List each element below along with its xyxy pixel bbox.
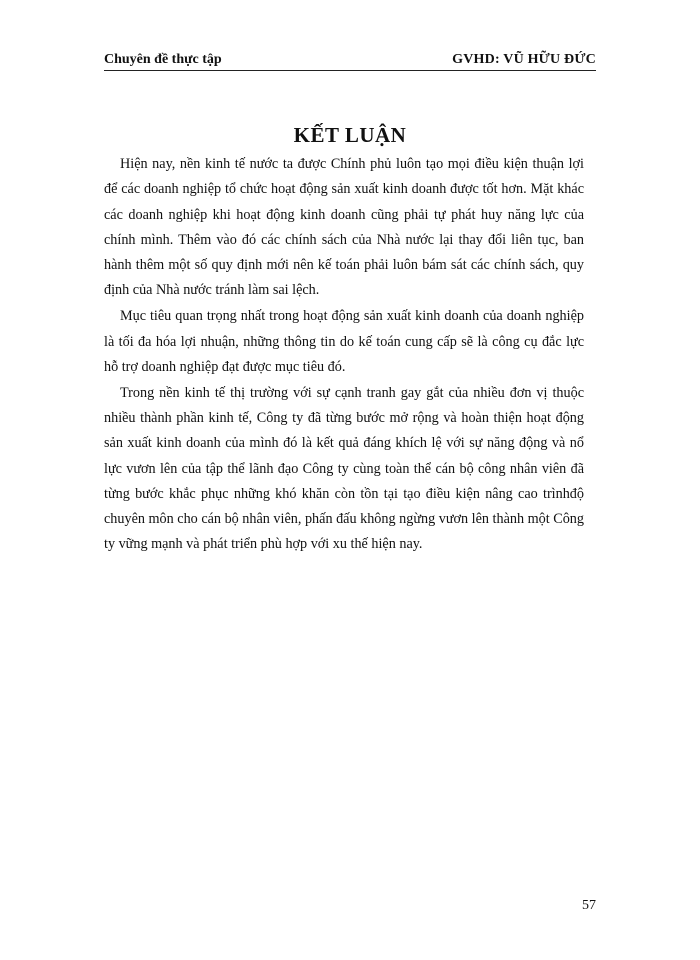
page-title: KẾT LUẬN xyxy=(293,123,407,147)
paragraph-3: Trong nền kinh tế thị trường với sự cạnh tranh gay gắt của nhiều đơn vị thuộc nhiều thành phần kinh tế, Công ty đã từng bước mở rộng và hoàn thiện hoạt động sản xuất kinh doanh của mình đó là kết quả đáng khích lệ với sự năng động và nổ lực vươn lên của tập thể lãnh đạo Công ty cùng toàn thể cán bộ công nhân viên đã từng bước khắc phục những khó khăn còn tồn tại tạo điều kiện nâng cao trìnhđộ chuyên môn cho cán bộ nhân viên, phấn đấu không ngừng vươn lên thành một Công ty vững mạnh và phát triển phù hợp với xu thế hiện nay. xyxy=(104,384,584,553)
page-number: 57 xyxy=(582,898,596,913)
page-header xyxy=(104,46,596,68)
header-divider xyxy=(104,70,596,71)
paragraph-1: Hiện nay, nền kinh tế nước ta được Chính phủ luôn tạo mọi điều kiện thuận lợi để các doanh nghiệp tổ chức hoạt động sản xuất kinh doanh được tốt hơn. Mặt khác các doanh nghiệp khi hoạt động kinh doanh cũng phải tự phát huy năng lực của chính mình. Thêm vào đó các chính sách của Nhà nước lại thay đổi liên tục, ban hành thêm một số quy định mới nên kế toán phải luôn bám sát các chính sách, quy định của Nhà nước tránh làm sai lệch. xyxy=(104,156,584,299)
document-body xyxy=(104,152,584,558)
paragraph-2: Mục tiêu quan trọng nhất trong hoạt động sản xuất kinh doanh của doanh nghiệp là tối đa hóa lợi nhuận, những thông tin do kế toán cung cấp sẽ là công cụ đắc lực hỗ trợ doanh nghiệp đạt được mục tiêu đó. xyxy=(104,308,584,375)
header-supervisor: GVHD: VŨ HỮU ĐỨC xyxy=(452,52,596,67)
header-course-title: Chuyên đề thực tập xyxy=(104,52,222,67)
